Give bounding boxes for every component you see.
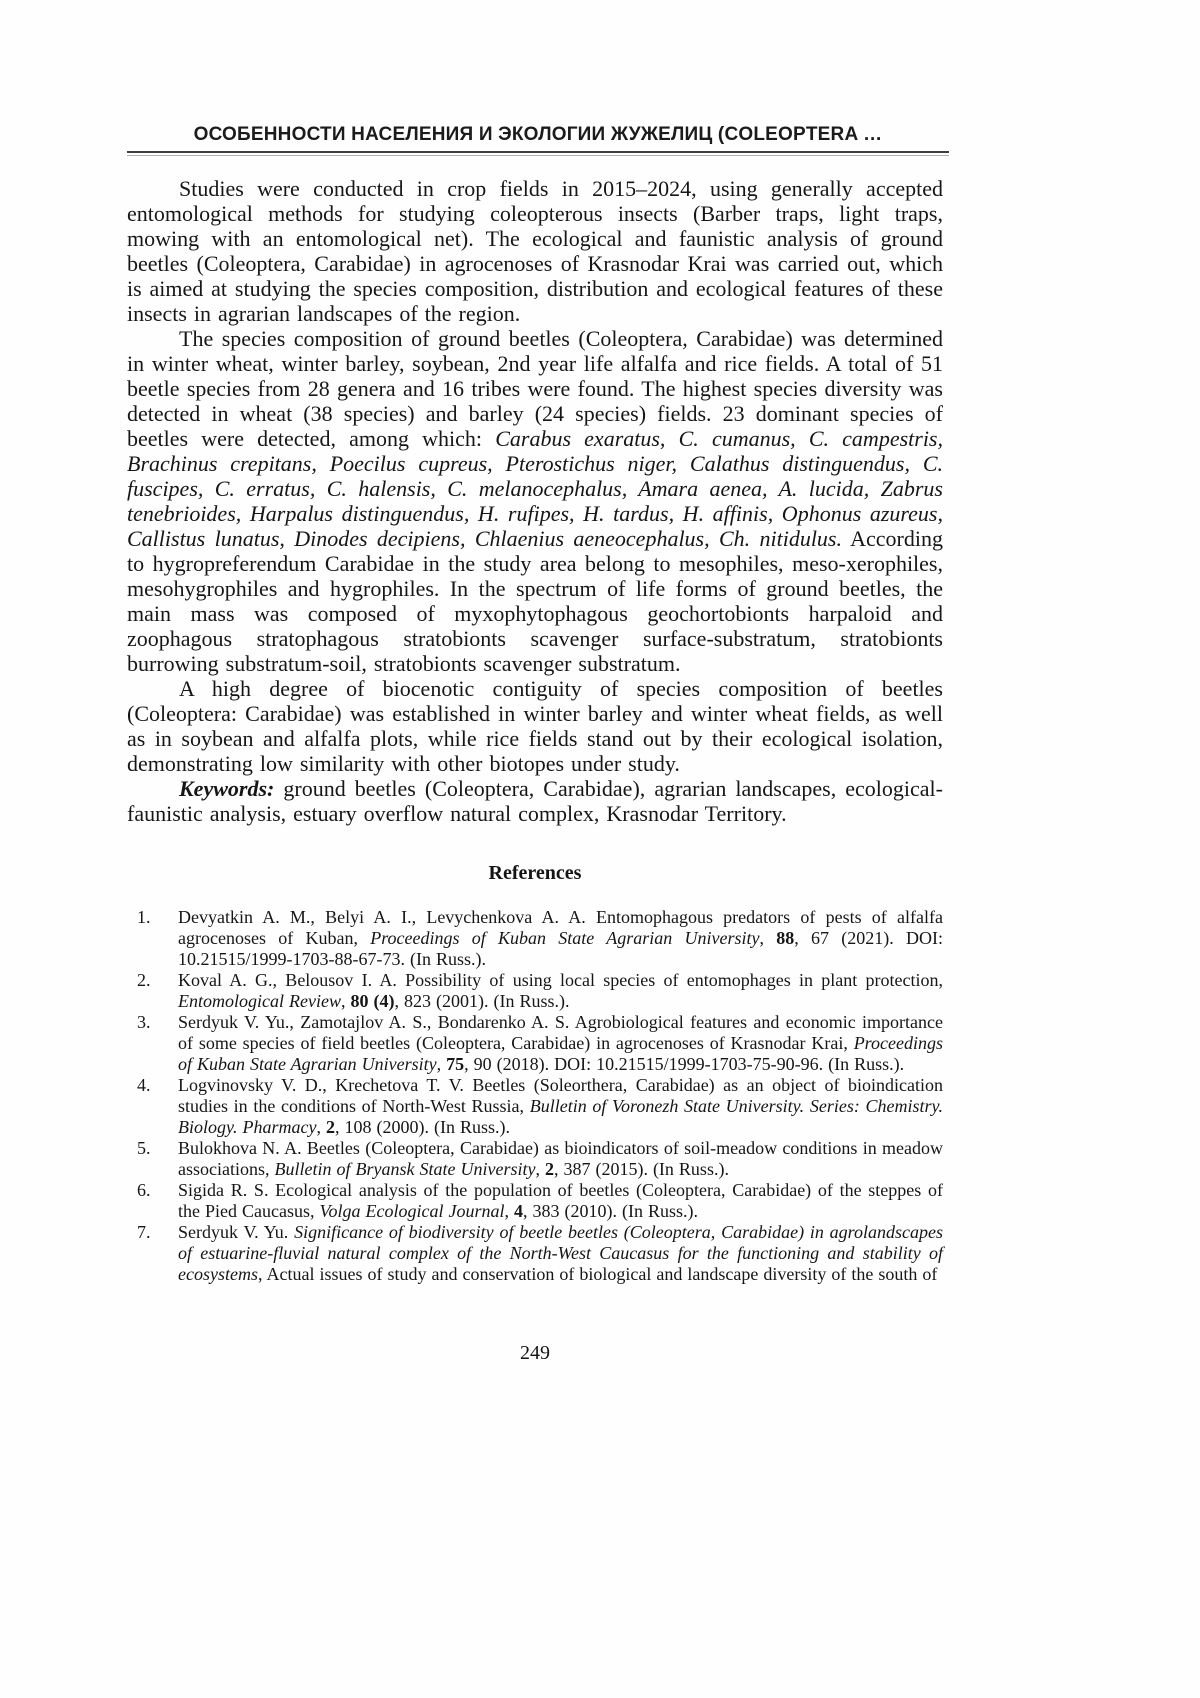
paragraph-contiguity: A high degree of biocenotic contiguity of species composition of beetles (Coleoptera: Carabidae) was established in winter barley and winter wheat fields, as well as in soybean and alfalfa plots, while rice fields stand out by their ecological isolation, demonstrating low similarity with other biotopes under study. (127, 676, 943, 776)
reference-number: 2. (137, 970, 151, 990)
reference-number: 7. (137, 1222, 151, 1242)
reference-text: Devyatkin A. M., Belyi A. I., Levychenkova A. A. Entomophagous predators of pests of alfalfa agrocenoses of Kuban, Proceedings of Kuban State Agrarian University, 88, 67 (2021). DOI: 10.21515/1999-1703-88-67-73. (In Russ.). (178, 907, 944, 969)
page-number: 249 (520, 1342, 550, 1364)
reference-text: Serdyuk V. Yu., Zamotajlov A. S., Bondarenko A. S. Agrobiological features and economic importance of some species of field beetles (Coleoptera, Carabidae) in agrocenoses of Krasnodar Krai, Proceedings of Kuban State Agrarian University, 75, 90 (2018). DOI: 10.21515/1999-1703-75-90-96. (In Russ.). (178, 1012, 943, 1074)
header-rule (127, 151, 949, 156)
reference-number: 6. (137, 1180, 151, 1200)
reference-item (127, 1012, 943, 1075)
paragraph-species-composition: The species composition of ground beetles (Coleoptera, Carabidae) was determined in winter wheat, winter barley, soybean, 2nd year life alfalfa and rice fields. A total of 51 beetle species from 28 genera and 16 tribes were found. The highest species diversity was detected in wheat (38 species) and barley (24 species) fields. 23 dominant species of beetles were detected, among which: Carabus exaratus, C. cumanus, C. campestris, Brachinus crepitans, Poecilus cupreus, Pterostichus niger, Calathus distinguendus, C. fuscipes, C. erratus, C. halensis, C. melanocephalus, Amara aenea, A. lucida, Zabrus tenebrioides, Harpalus distinguendus, H. rufipes, H. tardus, H. affinis, Ophonus azureus, Callistus lunatus, Dinodes decipiens, Chlaenius aeneocephalus, Ch. nitidulus. According to hygropreferendum Carabidae in the study area belong to mesophiles, meso-xerophiles, mesohygrophiles and hygrophiles. In the spectrum of life forms of ground beetles, the main mass was composed of myxophytophagous geochortobionts harpaloid and zoophagous stratophagous stratobionts scavenger surface-substratum, stratobionts burrowing substratum-soil, stratobionts scavenger substratum. (127, 326, 943, 676)
reference-item (127, 970, 943, 1012)
reference-text: Serdyuk V. Yu. Significance of biodiversity of beetle beetles (Coleoptera, Carabidae) in agrolandscapes of estuarine-fluvial natural complex of the North-West Caucasus for the functioning and stability of ecosystems, Actual issues of study and conservation of biological and landscape diversity of the south of (178, 1222, 943, 1284)
reference-text: Logvinovsky V. D., Krechetova T. V. Beetles (Soleorthera, Carabidae) as an object of bioindication studies in the conditions of North-West Russia, Bulletin of Voronezh State University. Series: Chemistry. Biology. Pharmacy, 2, 108 (2000). (In Russ.). (178, 1075, 943, 1137)
reference-item (127, 1222, 943, 1285)
references-list (127, 907, 943, 1285)
abstract-section (127, 176, 943, 826)
running-header-title: ОСОБЕННОСТИ НАСЕЛЕНИЯ И ЭКОЛОГИИ ЖУЖЕЛИЦ (COLEOPTERA … (193, 124, 883, 145)
reference-number: 1. (137, 907, 151, 927)
reference-number: 4. (137, 1075, 151, 1095)
reference-item (127, 907, 943, 970)
reference-item (127, 1138, 943, 1180)
reference-text: Sigida R. S. Ecological analysis of the population of beetles (Coleoptera, Carabidae) of the steppes of the Pied Caucasus, Volga Ecological Journal, 4, 383 (2010). (In Russ.). (178, 1180, 943, 1221)
reference-item (127, 1180, 943, 1222)
paragraph-keywords: Keywords: ground beetles (Coleoptera, Carabidae), agrarian landscapes, ecological-faunistic analysis, estuary overflow natural complex, Krasnodar Territory. (127, 776, 943, 826)
reference-text: Koval A. G., Belousov I. A. Possibility of using local species of entomophages in plant protection, Entomological Review, 80 (4), 823 (2001). (In Russ.). (178, 970, 943, 1011)
reference-text: Bulokhova N. A. Beetles (Coleoptera, Carabidae) as bioindicators of soil-meadow conditions in meadow associations, Bulletin of Bryansk State University, 2, 387 (2015). (In Russ.). (178, 1138, 943, 1179)
reference-item (127, 1075, 943, 1138)
reference-number: 5. (137, 1138, 151, 1158)
reference-number: 3. (137, 1012, 151, 1032)
running-header (127, 123, 949, 156)
paragraph-methods: Studies were conducted in crop fields in 2015–2024, using generally accepted entomological methods for studying coleopterous insects (Barber traps, light traps, mowing with an entomological net). The ecological and faunistic analysis of ground beetles (Coleoptera, Carabidae) in agrocenoses of Krasnodar Krai was carried out, which is aimed at studying the species composition, distribution and ecological features of these insects in agrarian landscapes of the region. (127, 176, 943, 326)
references-heading: References (488, 862, 582, 884)
references-section (127, 862, 943, 1285)
